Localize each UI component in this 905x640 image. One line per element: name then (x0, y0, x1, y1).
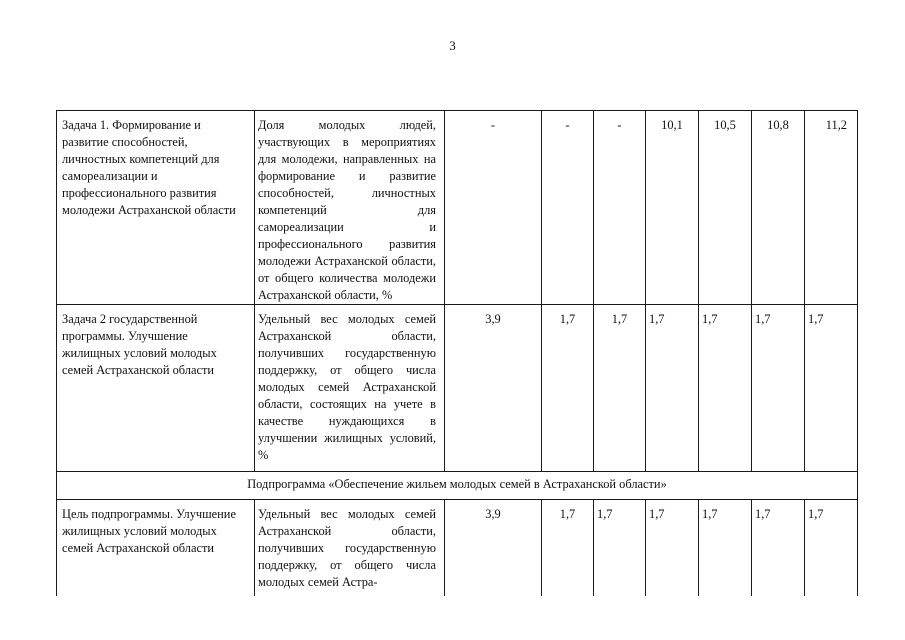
value-cell: 3,9 (445, 500, 542, 596)
task-cell: Цель подпрограммы. Улучшение жилищных условий молодых семей Астраханской области (57, 500, 255, 596)
value-cell: 1,7 (752, 305, 805, 472)
page-number: 3 (449, 38, 456, 53)
task-cell: Задача 2 государственной программы. Улучшение жилищных условий молодых семей Астраханской области (57, 305, 255, 472)
table-row-subprogram (57, 472, 858, 500)
subprogram-title: Подпрограмма «Обеспечение жильем молодых семей в Астраханской области» (57, 472, 858, 500)
indicator-cell: Доля молодых людей, участвующих в мероприятиях для молодежи, направленных на формирование и развитие способностей, личностных компетенций для самореализации и профессионального развития молодежи Астраханской области, от общего количества молодежи Астраханской области, % (255, 111, 445, 305)
value-cell: 11,2 (805, 111, 858, 305)
task-cell: Задача 1. Формирование и развитие способностей, личностных компетенций для самореализации и профессионального развития молодежи Астраханской области (57, 111, 255, 305)
value-cell: - (445, 111, 542, 305)
value-cell: 1,7 (805, 500, 858, 596)
indicator-cell: Удельный вес молодых семей Астраханской области, получивших государственную поддержку, от общего числа молодых семей Астраханской области, состоящих на учете в качестве нуждающихся в улучшении жилищных условий, % (255, 305, 445, 472)
indicators-table (56, 110, 858, 596)
table-row-task-2 (57, 305, 858, 472)
value-cell: 1,7 (594, 305, 646, 472)
table-row-task-1 (57, 111, 858, 305)
value-cell: - (594, 111, 646, 305)
value-cell: 1,7 (542, 500, 594, 596)
value-cell: 10,8 (752, 111, 805, 305)
table-row-goal (57, 500, 858, 596)
value-cell: 1,7 (699, 305, 752, 472)
value-cell: 10,5 (699, 111, 752, 305)
value-cell: 1,7 (594, 500, 646, 596)
value-cell: 1,7 (646, 500, 699, 596)
value-cell: - (542, 111, 594, 305)
value-cell: 1,7 (805, 305, 858, 472)
value-cell: 1,7 (752, 500, 805, 596)
value-cell: 1,7 (542, 305, 594, 472)
indicator-cell: Удельный вес молодых семей Астраханской области, получивших государственную поддержку, от общего числа молодых семей Астра- (255, 500, 445, 596)
value-cell: 10,1 (646, 111, 699, 305)
value-cell: 3,9 (445, 305, 542, 472)
value-cell: 1,7 (699, 500, 752, 596)
value-cell: 1,7 (646, 305, 699, 472)
